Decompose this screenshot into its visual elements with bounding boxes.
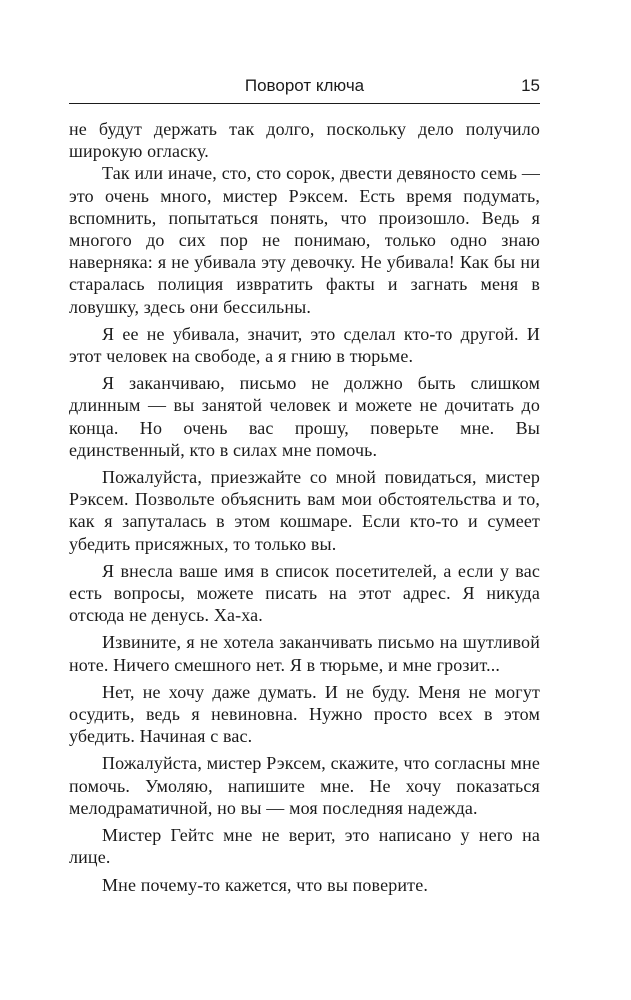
paragraph: Мне почему-то кажется, что вы поверите. bbox=[102, 874, 428, 895]
paragraph: Так или иначе, сто, сто сорок, двести девяносто семь — это очень много, мистер Рэксем. Есть время подумать, вспомнить, попытаться понять, что произошло. Ведь я многого до сих пор не понимаю, только одно знаю наверняка: я не убивала эту девочку. Не убивала! Как бы ни старалась полиция извратить факты и загнать меня в ловушку, здесь они бессильны. bbox=[69, 163, 540, 317]
running-head bbox=[69, 74, 540, 98]
paragraph: Мистер Гейтс мне не верит, это написано у него на лице. bbox=[69, 825, 540, 868]
page-number: 15 bbox=[521, 76, 540, 95]
paragraph: не будут держать так долго, поскольку дело получило широкую огласку. bbox=[69, 119, 540, 162]
paragraph: Нет, не хочу даже думать. И не буду. Меня не могут осудить, ведь я невиновна. Нужно просто всех в этом убедить. Начиная с вас. bbox=[69, 681, 540, 747]
running-title: Поворот ключа bbox=[244, 76, 365, 95]
paragraph: Пожалуйста, приезжайте со мной повидаться, мистер Рэксем. Позвольте объяснить вам мои обстоятельства и то, как я запуталась в этом кошмаре. Если кто-то и сумеет убедить присяжных, то только вы. bbox=[69, 467, 540, 554]
body-text bbox=[69, 118, 540, 896]
paragraph: Извините, я не хотела заканчивать письмо на шутливой ноте. Ничего смешного нет. Я в тюрьме, и мне грозит... bbox=[69, 632, 540, 675]
header-divider bbox=[69, 103, 540, 104]
paragraph: Я заканчиваю, письмо не должно быть слишком длинным — вы занятой человек и можете не дочитать до конца. Но очень вас прошу, поверьте мне. Вы единственный, кто в силах мне помочь. bbox=[69, 373, 540, 460]
paragraph: Пожалуйста, мистер Рэксем, скажите, что согласны мне помочь. Умоляю, напишите мне. Не хочу показаться мелодраматичной, но вы — моя последняя надежда. bbox=[69, 753, 540, 818]
paragraph: Я внесла ваше имя в список посетителей, а если у вас есть вопросы, можете писать на этот адрес. Я никуда отсюда не денусь. Ха-ха. bbox=[69, 560, 540, 626]
paragraph: Я ее не убивала, значит, это сделал кто-то другой. И этот человек на свободе, а я гнию в тюрьме. bbox=[69, 323, 540, 367]
